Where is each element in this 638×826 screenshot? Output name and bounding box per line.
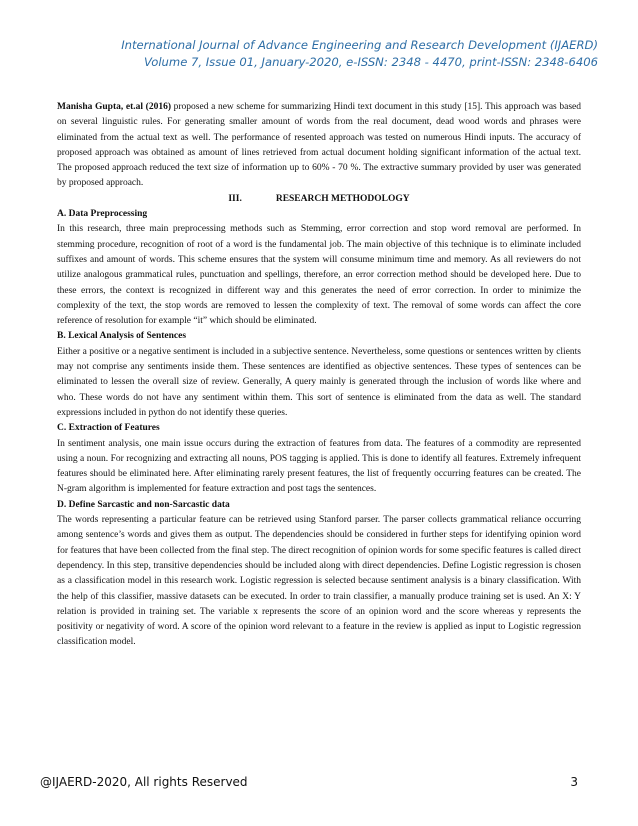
- intro-author: Manisha Gupta, et.al (2016): [57, 102, 171, 112]
- page-footer: [40, 775, 578, 789]
- journal-title: International Journal of Advance Engineering and Research Development (IJAERD): [121, 38, 598, 52]
- subsection-heading-a: A. Data Preprocessing: [57, 209, 148, 220]
- subsection-text-a: In this research, three main preprocessing methods such as Stemming, error correction and stop word removal are performed. In stemming procedure, recognition of root of a word is the fundamental job. The main objective of this technique is to eliminate included suffixes and amount of words. This scheme ensures that the system will consume minimum time and memory. As all reviewers do not utilize analogous grammatical rules, punctuation and spellings, therefore, an error correction method should be developed here. Due to these errors, the context is recognized in different way and this generates the need of error correction. In order to minimize the complexity of the text, the stop words are removed to lessen the complexity of text. The removal of some words can affect the core reference of resolution for example “it” which should be eliminated.: [57, 224, 581, 327]
- subsection-text-c: In sentiment analysis, one main issue occurs during the extraction of features from data. The features of a commodity are represented using a noun. For recognizing and extracting all nouns, POS tagging is applied. This is done to identify all features. Extremely infrequent features should be eliminated here. After eliminating rarely present features, the list of frequently occurring features can be created. The N-gram algorithm is implemented for feature extraction and post tags the sentences.: [57, 438, 581, 495]
- subsection-heading-c: C. Extraction of Features: [57, 423, 160, 434]
- footer-copyright: @IJAERD-2020, All rights Reserved: [40, 775, 248, 789]
- section-number: III.: [228, 193, 242, 204]
- subsection-text-d: The words representing a particular feature can be retrieved using Stanford parser. The parser collects grammatical reliance occurring among sentence’s words and gives them as output. The dependencies should be considered in further steps for identifying opinion word for features that have been collected from the final step. The direct recognition of opinion words for some specific features is called direct dependency. In this step, transitive dependencies should be included along with direct dependencies. Define Logistic regression is chosen as a classification model in this research work. Logistic regression is selected because sentiment analysis is a binary classification. With the help of this classifier, massive datasets can be executed. In order to train classifier, a manually produce training set is used. An X: Y relation is provided in training set. The variable x represents the score of an opinion word and the score whereas y represents the positivity or negativity of word. A score of the opinion word relevant to a feature in the review is applied as input to Logistic regression classification model.: [57, 515, 581, 648]
- section-title: RESEARCH METHODOLOGY: [275, 193, 410, 204]
- paper-body: [57, 100, 581, 651]
- intro-paragraph: [57, 100, 581, 192]
- page-number: 3: [570, 775, 578, 789]
- journal-issue-info: Volume 7, Issue 01, January-2020, e-ISSN: 2348 - 4470, print-ISSN: 2348-6406: [143, 55, 598, 69]
- subsection-heading-d: D. Define Sarcastic and non-Sarcastic data: [57, 499, 230, 510]
- subsection-text-b: Either a positive or a negative sentiment is included in a subjective sentence. Nevertheless, some questions or sentences written by clients may not comprise any sentiments inside them. These sentences are identified as objective sentences. These types of sentences can be eliminated to lessen the overall size of review. Generally, A query mainly is generated through the inclusion of words like where and who. These words do not have any sentiment within them. This sort of sentence is eliminated from the data as well. The standard expressions included in python do not identify these queries.: [57, 346, 581, 418]
- intro-text: proposed a new scheme for summarizing Hindi text document in this study [15]. This approach was based on several linguistic rules. For generating smaller amount of words from the real document, dead wood words and phrases were eliminated from the actual text as well. The performance of resented approach was tested on numerous Hindi inputs. The accuracy of proposed approach was obtained as amount of lines retrieved from actual document holding significant information of the actual text. The proposed approach reduced the text size of information up to 60% - 70 %. The extractive summary provided by user was generated by proposed approach.: [57, 102, 581, 189]
- subsection-heading-b: B. Lexical Analysis of Sentences: [57, 331, 187, 342]
- section-heading: [57, 192, 581, 207]
- journal-header: [40, 37, 598, 71]
